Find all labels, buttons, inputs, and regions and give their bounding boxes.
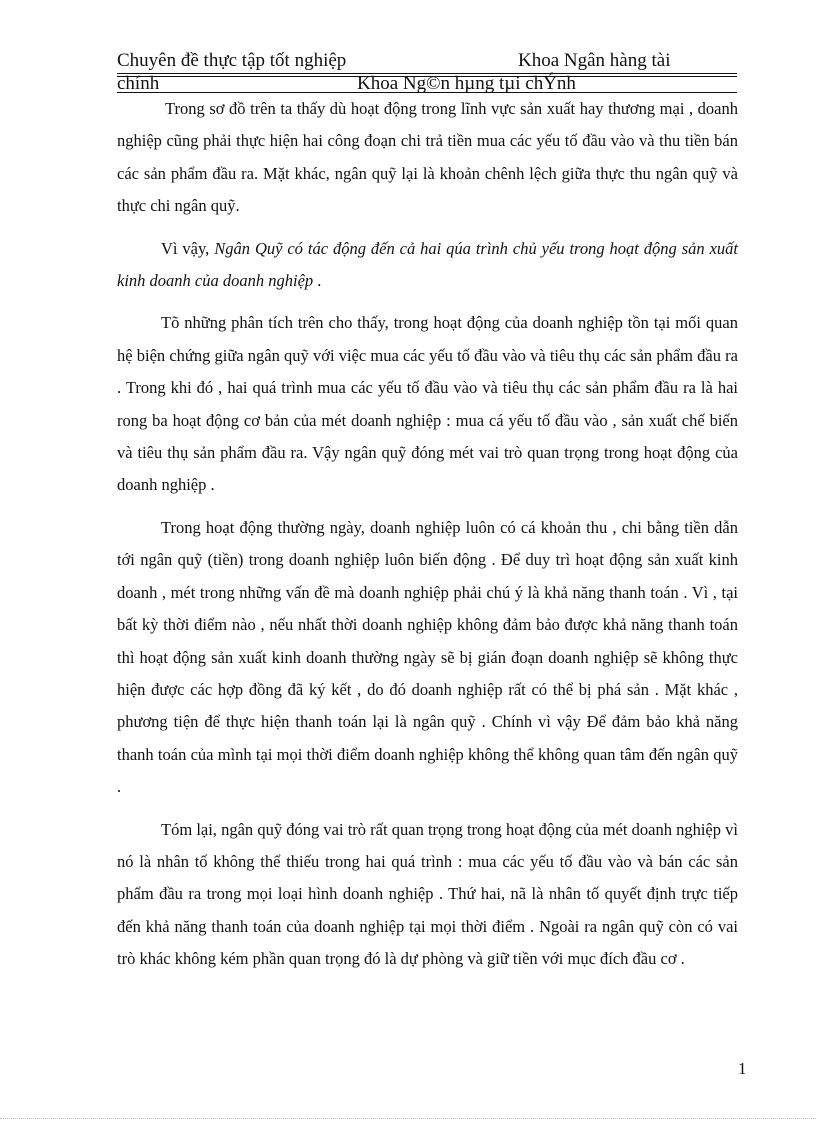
paragraph-2 xyxy=(117,233,738,298)
paragraph-3: Tõ những phân tích trên cho thấy, trong hoạt động của doanh nghiệp tồn tại mối quan hệ biện chứng giữa ngân quỹ với việc mua các yếu tố đầu vào và tiêu thụ các sản phẩm đầu ra . Trong khi đó , hai quá trình mua các yếu tố đầu vào và tiêu thụ các sản phẩm đầu ra là hai rong ba hoạt động cơ bản của mét doanh nghiệp : mua cá yếu tố đầu vào , sản xuất chế biến và tiêu thụ sản phẩm đầu ra. Vậy ngân quỹ đóng mét vai trò quan trọng trong hoạt động của doanh nghiệp . xyxy=(117,313,738,495)
paragraph-1: Trong sơ đồ trên ta thấy dù hoạt động trong lĩnh vực sản xuất hay thương mại , doanh nghiệp cũng phải thực hiện hai công đoạn chi trả tiền mua các yếu tố đầu vào và thu tiền bán các sản phẩm đầu ra. Mặt khác, ngân quỹ lại là khoản chênh lệch giữa thực thu ngân quỹ và thực chi ngân quỹ. xyxy=(117,99,738,216)
header-title-left: Chuyên đề thực tập tốt nghiệp xyxy=(117,50,347,71)
paragraph-2-lead: Vì vậy, xyxy=(161,238,215,258)
paragraph-2-tail: . xyxy=(313,271,322,291)
page-number: 1 xyxy=(738,1059,747,1078)
paragraph-2-emphasis: Ngân Quỹ có tác động đến cả hai qúa trình chủ yếu trong hoạt động sản xuất kinh doanh của doanh nghiệp xyxy=(117,238,738,291)
header-title-wrap: chính xyxy=(117,73,160,94)
paragraph-4: Trong hoạt động thường ngày, doanh nghiệp luôn có cá khoản thu , chi bằng tiền dẫn tới ngân quỹ (tiền) trong doanh nghiệp luôn biến động . Để duy trì hoạt động sản xuất kinh doanh , mét trong những vấn đề mà doanh nghiệp phải chú ý là khả năng thanh toán . Vì , tại bất kỳ thời điểm nào , nếu nhất thời doanh nghiệp không đảm bảo được khả năng thanh toán thì hoạt động sản xuất kinh doanh thường ngày sẽ bị gián đoạn doanh nghiệp sẽ không thực hiện được các hợp đồng đã ký kết , do đó doanh nghiệp rất có thể bị phá sản . Mặt khác , phương tiện để thực hiện thanh toán lại là ngân quỹ . Chính vì vậy Để đảm bảo khả năng thanh toán của mình tại mọi thời điểm doanh nghiệp không thể không quan tâm đến ngân quỹ . xyxy=(117,517,738,797)
page-bottom-border xyxy=(0,1118,816,1119)
header-title-garbled: Khoa Ng©n hµng tµi chÝnh xyxy=(357,73,576,94)
paragraph-5: Tóm lại, ngân quỹ đóng vai trò rất quan trọng trong hoạt động của mét doanh nghiệp vì nó là nhân tố không thể thiếu trong hai quá trình : mua các yếu tố đầu vào và bán các sản phẩm đầu ra trong mọi loại hình doanh nghiệp . Thứ hai, nã là nhân tố quyết định trực tiếp đến khả năng thanh toán của doanh nghiệp tại mọi thời điểm . Ngoài ra ngân quỹ còn có vai trò khác không kém phần quan trọng đó là dự phòng và giữ tiền với mục đích đầu cơ . xyxy=(117,819,738,969)
header-title-right: Khoa Ngân hàng tài xyxy=(518,50,671,71)
document-body xyxy=(117,93,738,986)
